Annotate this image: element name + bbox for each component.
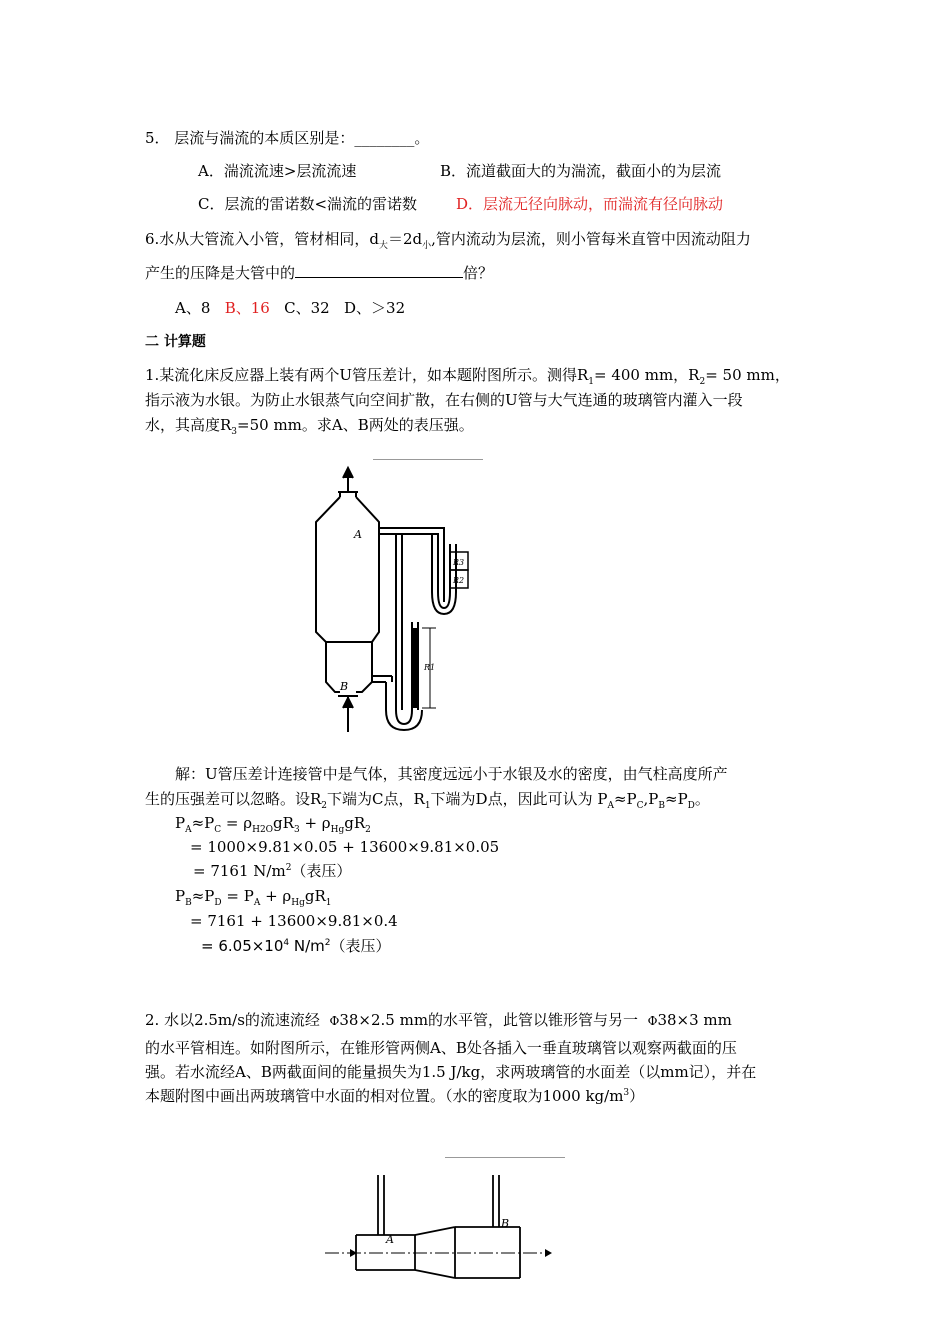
calc2-line3: 强。若水流经A、B两截面间的能量损失为1.5 J/kg，求两玻璃管的水面差（以mm记），并在: [145, 1063, 757, 1081]
solution-line2: 生的压强差可以忽略。设$R_2$下端为C点，$R_1$下端为D点，因此可认为 $P_A\approx P_C,P_B\approx P_D$。: [145, 790, 710, 811]
q5-option-c: C．层流的雷诺数<湍流的雷诺数: [198, 195, 418, 213]
solution-line1: 解：U管压差计连接管中是气体，其密度远远小于水银及水的密度，由气柱高度所产: [175, 765, 728, 783]
section-title: 二 计算题: [145, 334, 206, 350]
pipe-figure: [320, 1165, 560, 1315]
q6-line1: 6.水从大管流入小管，管材相同，$d_大=2d_小$,管内流动为层流，则小管每米直管中因流动阻力: [145, 230, 751, 251]
label-r1: R1: [424, 663, 436, 672]
equation-6: = $6.05\times 10^4$ $N/m^2$（表压）: [201, 937, 391, 955]
label-a: A: [354, 528, 362, 541]
answer-blank: [295, 263, 463, 278]
q5-option-b: B．流道截面大的为湍流，截面小的为层流: [440, 162, 722, 180]
calc1-line3: 水，其高度$R_3=50$ mm。求A、B两处的表压强。: [145, 416, 474, 437]
figure-divider-2: [445, 1157, 565, 1158]
calc1-line2: 指示液为水银。为防止水银蒸气向空间扩散，在右侧的U管与大气连通的玻璃管内灌入一段: [145, 391, 743, 409]
calc2-line1: 2. 水以2.5m/s的流速流经 Φ38×2.5 mm的水平管，此管以锥形管与另一 Φ38×3 mm: [145, 1011, 732, 1029]
q6-option-c: C、32: [284, 299, 330, 317]
calc2-line2: 的水平管相连。如附图所示，在锥形管两侧A、B处各插入一垂直玻璃管以观察两截面的压: [145, 1039, 737, 1057]
label-r3: R3: [453, 558, 465, 567]
q6-option-b-answer: B、16: [224, 299, 270, 317]
q5-option-d-answer: D．层流无径向脉动，而湍流有径向脉动: [456, 195, 724, 213]
q6-line2: 产生的压降是大管中的 倍？: [145, 264, 494, 282]
equation-4: $P_B\approx P_D = P_A + \rho_{Hg}gR_1$: [175, 887, 332, 908]
q6-option-d: D、＞32: [344, 299, 406, 317]
equation-5: = 7161 + 13600×9.81×0.4: [190, 912, 398, 930]
q5-stem: 5． 层流与湍流的本质区别是：________。: [145, 129, 430, 147]
equation-1: $P_A\approx P_C = \rho_{H2O}gR_3 + \rho_{Hg}gR_2$: [175, 814, 371, 835]
q6-options: [175, 298, 405, 318]
label-r2: R2: [453, 576, 465, 585]
q5-option-a: A．湍流流速>层流流速: [198, 162, 357, 180]
equation-2: = 1000×9.81×0.05 + 13600×9.81×0.05: [190, 838, 500, 856]
label-a: A: [386, 1233, 394, 1246]
calc1-line1: 1.某流化床反应器上装有两个U管压差计，如本题附图所示。测得$R_1= 400$ mm，$R_2= 50$ mm，: [145, 366, 790, 387]
q6-option-a: A、8: [175, 299, 211, 317]
equation-3: = 7161 $N/m^2$（表压）: [193, 862, 352, 880]
figure-divider: [373, 459, 483, 460]
reactor-figure: [300, 462, 500, 742]
calc2-line4: 本题附图中画出两玻璃管中水面的相对位置。（水的密度取为1000 $kg/m^3$）: [145, 1087, 645, 1105]
label-b: B: [501, 1217, 510, 1230]
label-b: B: [340, 680, 349, 693]
